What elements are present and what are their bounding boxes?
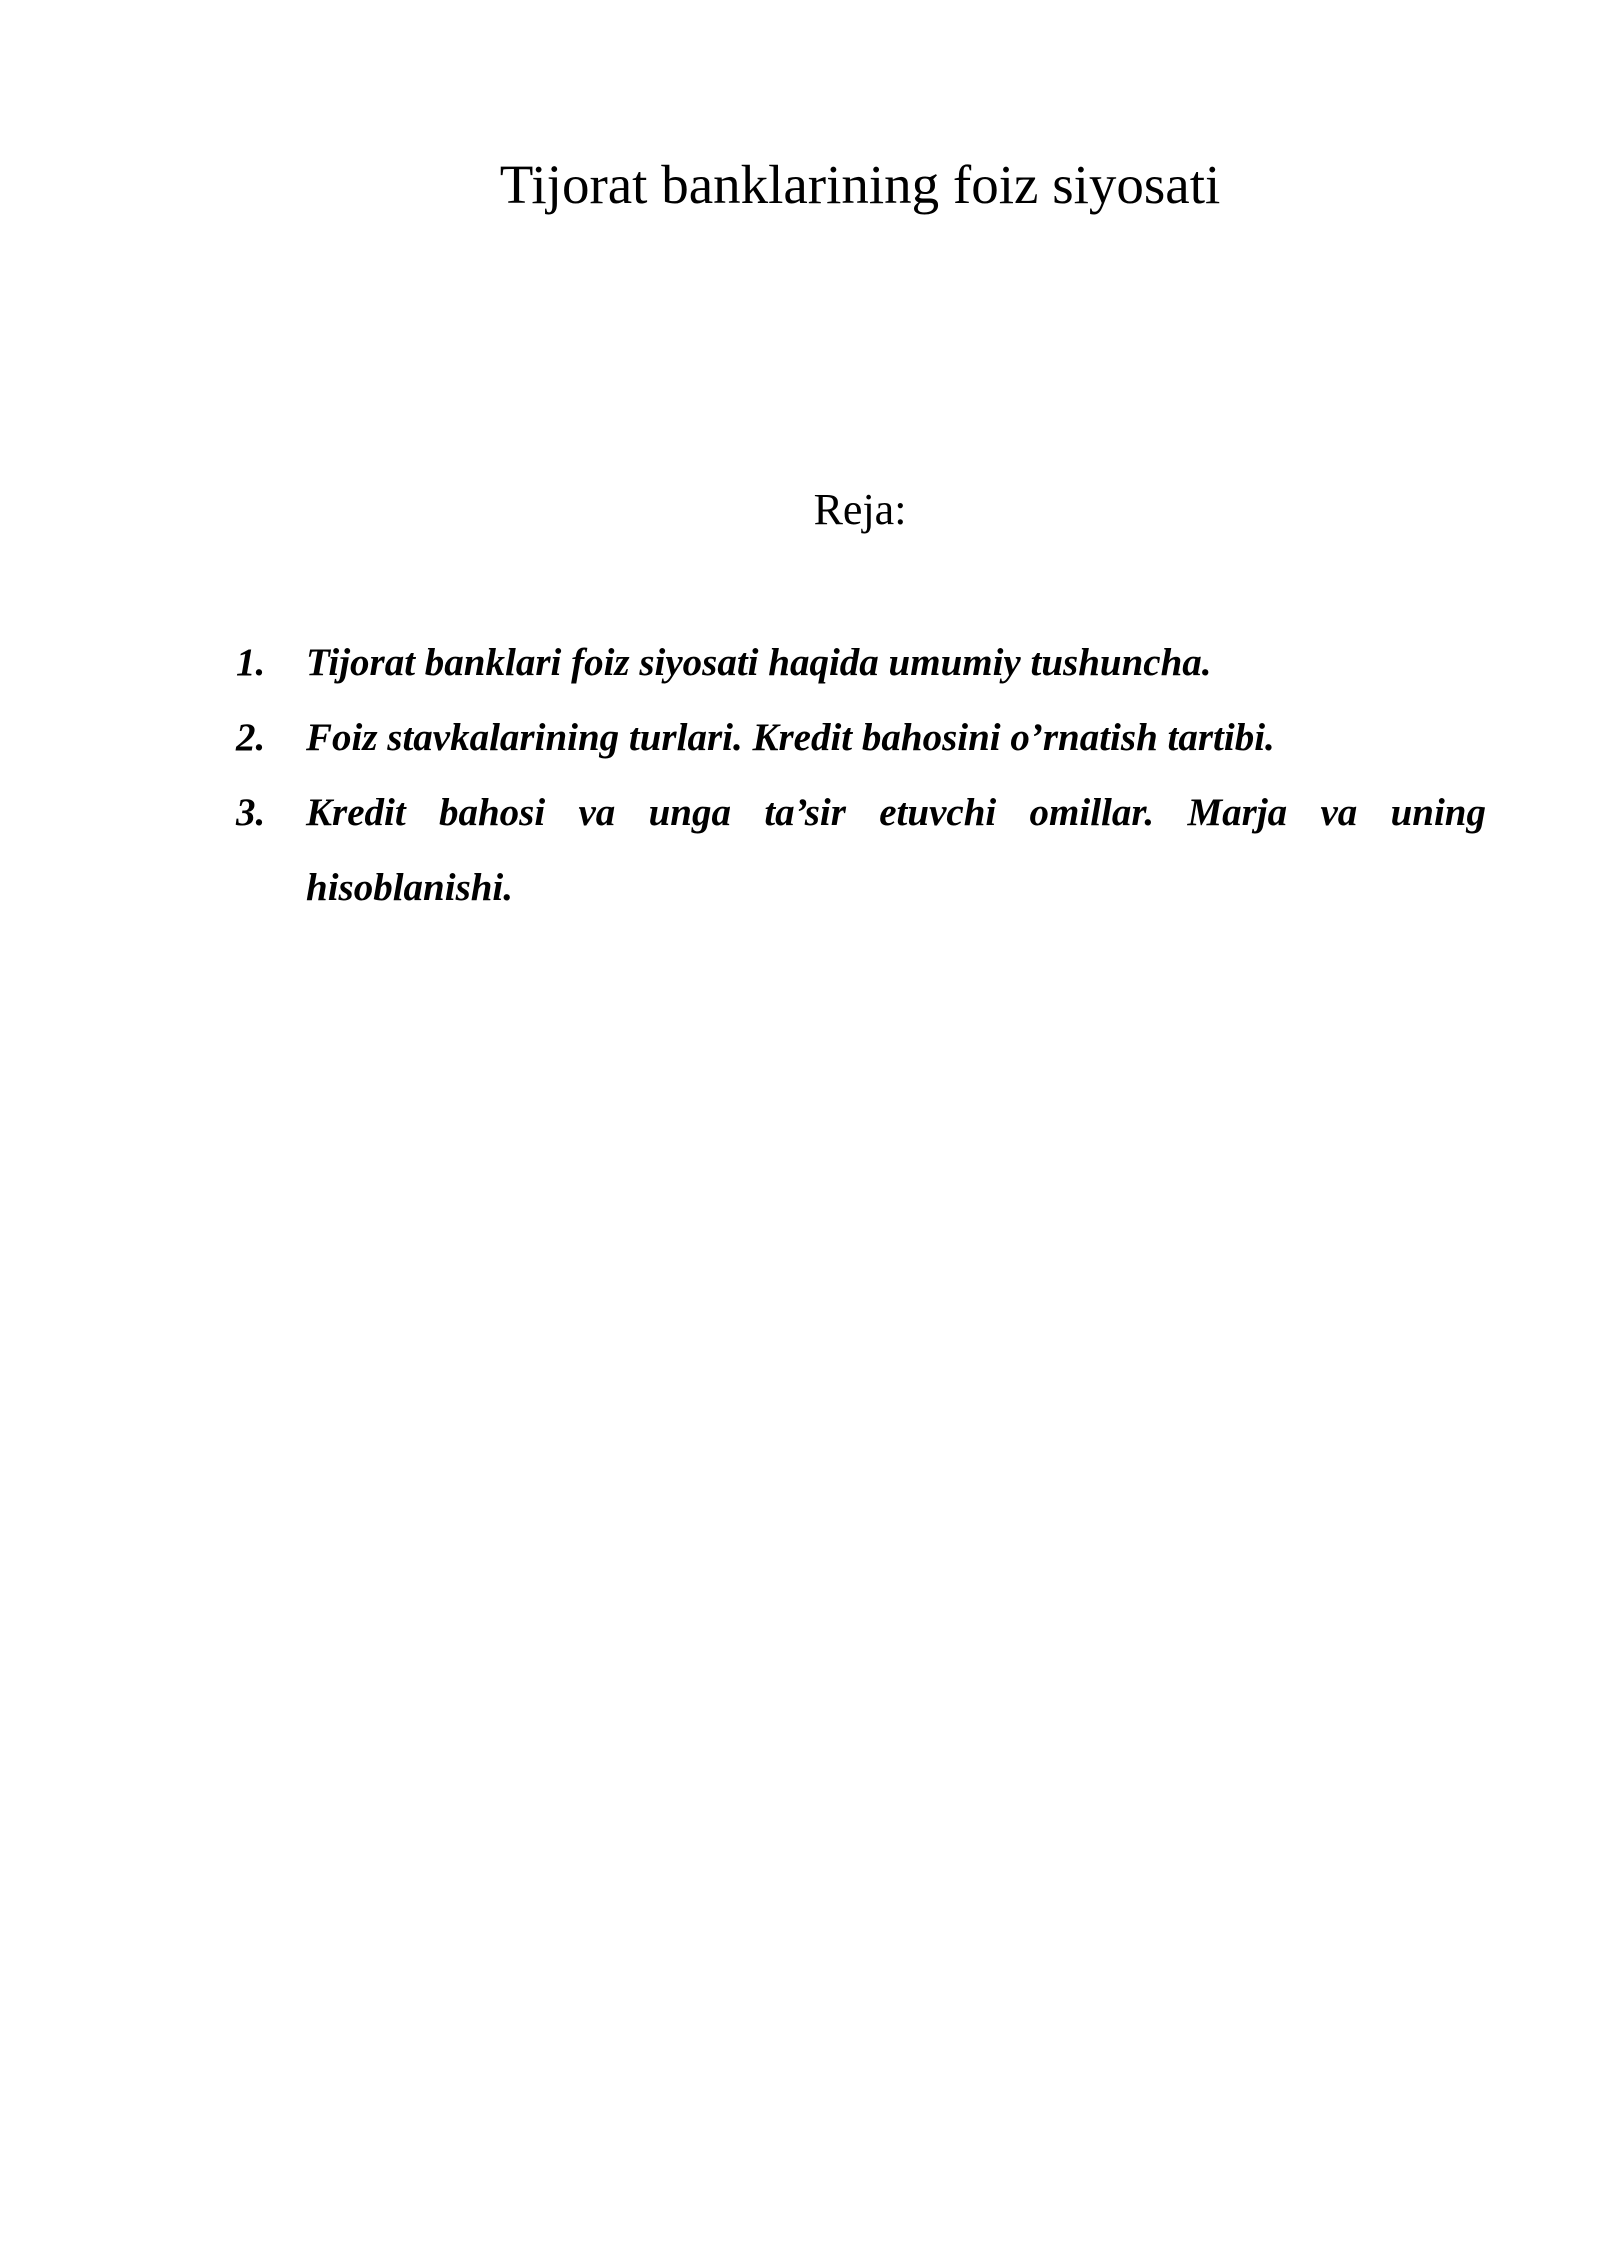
plan-heading: Reja:	[813, 485, 907, 534]
document-title: Tijorat banklarining foiz siyosati	[499, 154, 1221, 215]
plan-item-number: 1.	[236, 641, 266, 684]
plan-item-number: 3.	[236, 791, 266, 834]
plan-item-text: Foiz stavkalarining turlari. Kredit bahosini o’rnatish tartibi.	[306, 716, 1275, 759]
plan-list	[236, 625, 1486, 925]
plan-item-text: Tijorat banklari foiz siyosati haqida umumiy tushuncha.	[306, 641, 1212, 684]
plan-item	[236, 625, 1486, 700]
plan-item	[236, 700, 1486, 775]
plan-item-number: 2.	[236, 716, 266, 759]
plan-item	[236, 775, 1486, 925]
plan-item-text: Kredit bahosi va unga ta’sir etuvchi omillar. Marja va uning hisoblanishi.	[306, 791, 1486, 909]
